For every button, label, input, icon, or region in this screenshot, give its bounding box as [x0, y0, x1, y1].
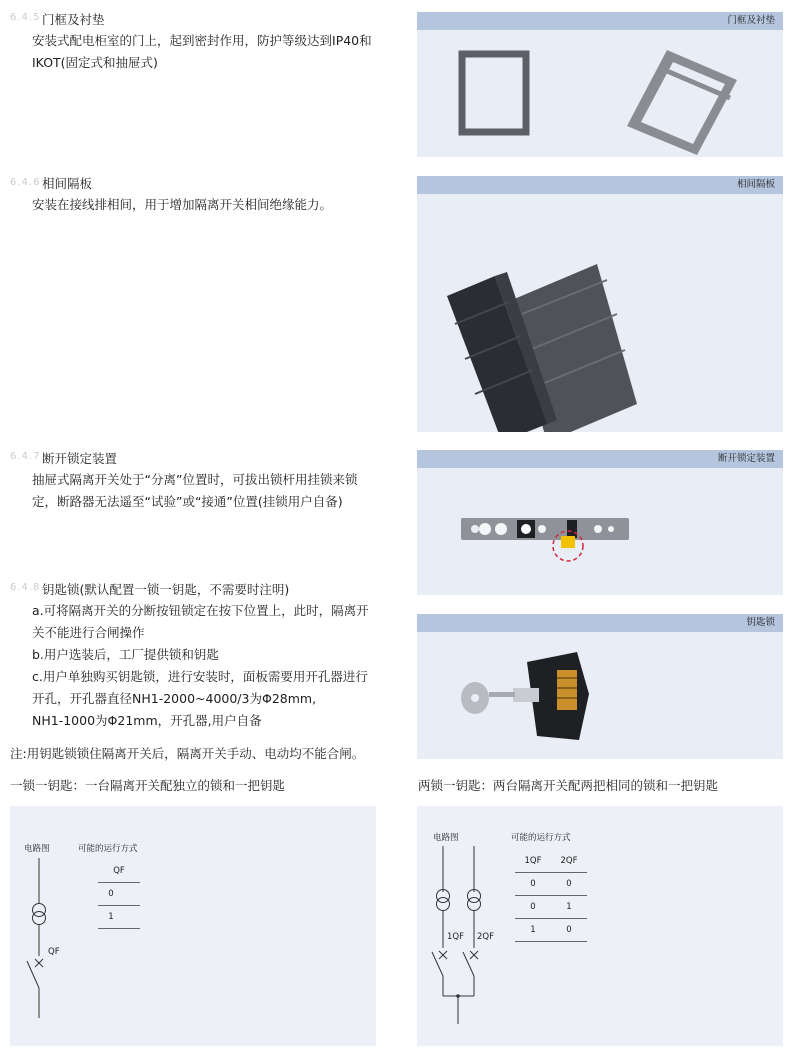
table-cell: 1 [530, 925, 536, 935]
modes-table [98, 860, 140, 930]
table-cell: 0 [530, 879, 536, 889]
panel-label: 相间隔板 [417, 176, 783, 194]
table-cell: 1 [566, 902, 572, 912]
table-cell: 0 [108, 889, 114, 899]
phase-barrier-image [417, 194, 783, 432]
disconnect-lock-panel [417, 450, 783, 595]
section-number: 6.4.5 [10, 12, 41, 23]
header-cell: 2QF [560, 856, 578, 866]
table-cell: 0 [530, 902, 536, 912]
section-body [32, 30, 372, 74]
panel-label: 门框及衬垫 [417, 12, 783, 30]
door-frame-panel [417, 12, 783, 157]
phase-barrier-panel [417, 176, 783, 432]
section-title: 相间隔板 [42, 176, 93, 191]
body-line: 安装式配电柜室的门上，起到密封作用，防护等级达到IP40和 [32, 33, 372, 48]
circuit-diagram [10, 846, 90, 1046]
section-title: 门框及衬垫 [42, 12, 105, 27]
circuit-label: 电路图 [433, 833, 459, 843]
body-line: 抽屉式隔离开关处于“分离”位置时，可拔出锁杆用挂锁来锁 [32, 472, 358, 487]
body-line: 定，断路器无法遥至“试验”或“接通”位置(挂锁用户自备) [32, 494, 343, 509]
right-caption: 两锁一钥匙：两台隔离开关配两把相同的锁和一把钥匙 [418, 778, 719, 793]
body-line: 安装在接线排相间，用于增加隔离开关相间绝缘能力。 [32, 197, 333, 212]
body-line: IKOT(固定式和抽屉式) [32, 55, 158, 70]
body-line: 关不能进行合闸操作 [32, 625, 145, 640]
key-lock-image [417, 632, 783, 759]
body-line: c.用户单独购买钥匙锁，进行安装时，面板需要用开孔器进行 [32, 669, 368, 684]
circuit-label: 电路图 [24, 844, 50, 854]
modes-label: 可能的运行方式 [78, 844, 138, 854]
note: 注:用钥匙锁锁住隔离开关后，隔离开关手动、电动均不能合闸。 [10, 746, 365, 761]
key-lock-panel [417, 614, 783, 759]
panel-label: 断开锁定装置 [417, 450, 783, 468]
double-lock-diagram [417, 806, 783, 1046]
header-cell: 1QF [524, 856, 542, 866]
body-line: 开孔，开孔器直径NH1-2000~4000/3为Φ28mm, [32, 691, 317, 706]
section-number: 6.4.8 [10, 582, 41, 593]
section-title: 断开锁定装置 [42, 451, 118, 466]
modes-table [515, 850, 587, 940]
table-cell: 0 [566, 925, 572, 935]
section-title: 钥匙锁(默认配置一锁一钥匙，不需要时注明) [42, 582, 290, 597]
section-body [32, 469, 357, 513]
table-cell: 0 [566, 879, 572, 889]
section-number: 6.4.6 [10, 177, 41, 188]
breaker-label: 2QF [477, 932, 494, 942]
single-lock-diagram [10, 806, 376, 1046]
body-line: a.可将隔离开关的分断按钮锁定在按下位置上，此时，隔离开 [32, 603, 369, 618]
body-line: NH1-1000为Φ21mm，开孔器,用户自备 [32, 713, 262, 728]
section-body [32, 194, 332, 216]
modes-label: 可能的运行方式 [511, 833, 571, 843]
section-body [32, 600, 369, 732]
door-frame-image [417, 30, 783, 157]
section-number: 6.4.7 [10, 451, 41, 462]
lock-bar-image [417, 468, 783, 595]
breaker-label: QF [48, 947, 60, 957]
body-line: b.用户选装后，工厂提供锁和钥匙 [32, 647, 219, 662]
panel-label: 钥匙锁 [417, 614, 783, 632]
circuit-diagram [417, 836, 517, 1046]
breaker-label: 1QF [447, 932, 464, 942]
left-caption: 一锁一钥匙：一台隔离开关配独立的锁和一把钥匙 [10, 778, 286, 793]
table-cell: 1 [108, 912, 114, 922]
header-cell: QF [113, 866, 125, 876]
